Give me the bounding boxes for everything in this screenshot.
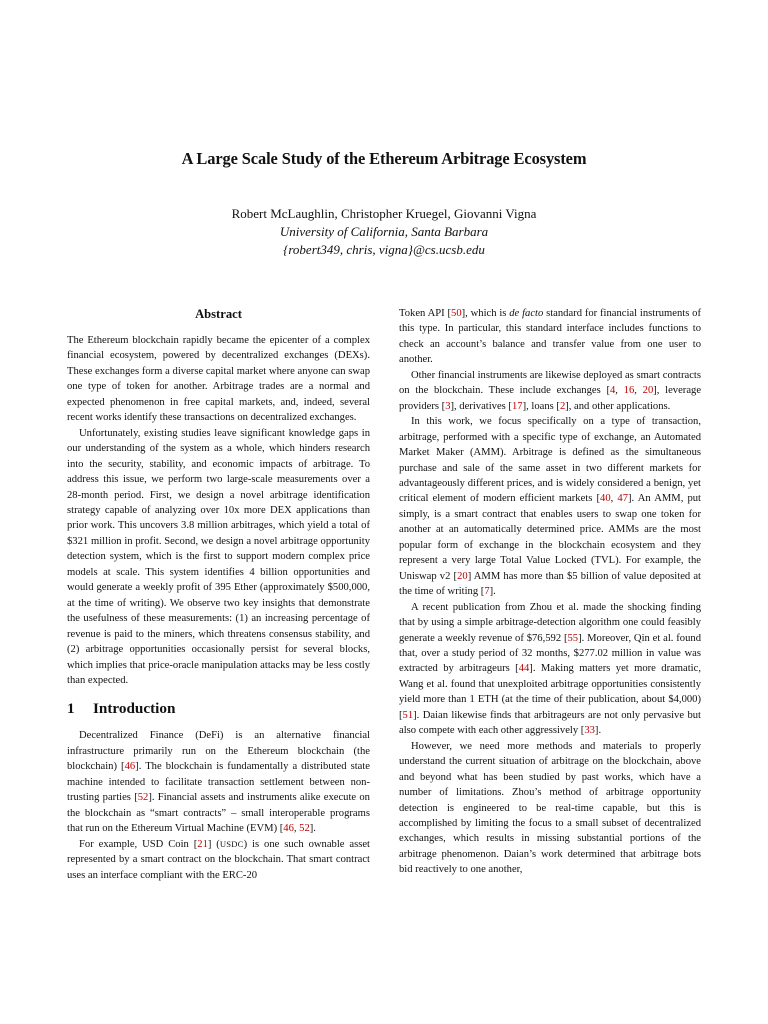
citation-link[interactable]: 16	[623, 385, 635, 397]
right-column	[399, 306, 701, 878]
citation-link[interactable]: 50	[451, 308, 462, 319]
intro-paragraph-1: Decentralized Finance (DeFi) is an alternative financial infrastructure primarily run on the Ethereum blockchain (the blockchain) [46]. The blockchain is fundamentally a distributed state machine intended to facilitate transaction settlement between non-trusting parties [52]. Financial assets and instruments alike execute on the blockchain as “smart contracts” – small interoperable programs that run on the Ethereum Virtual Machine (EVM) [46, 52].	[67, 730, 371, 835]
abstract-paragraph-1: The Ethereum blockchain rapidly became the epicenter of a complex financial ecosystem, powered by decentralized exchanges (DEXs). These exchanges form a diverse capital market where anyone can swap one type of token for another. Arbitrage trades are a normal and expected phenomenon in free capital markets, and, indeed, several recent works identify these transactions on decentralized exchanges.	[67, 335, 370, 424]
abstract-heading: Abstract	[195, 307, 242, 321]
citation-link[interactable]: 46	[283, 823, 294, 835]
citation-link[interactable]: 4	[609, 385, 616, 397]
left-column	[67, 306, 370, 883]
citation-link[interactable]: 55	[567, 632, 579, 644]
section-number: 1	[67, 700, 75, 718]
author-block	[0, 205, 768, 259]
citation-link[interactable]: 52	[299, 823, 310, 835]
citation-link[interactable]: 20	[457, 570, 468, 582]
citation-link[interactable]: 17	[511, 400, 523, 412]
intro-paragraph-2: For example, USD Coin [21] (USDC) is one such ownable asset represented by a smart contract on the blockchain. That smart contract uses an interface compliant with the ERC-20	[67, 838, 370, 881]
citation-link[interactable]: 3	[445, 400, 451, 412]
section-title: Introduction	[93, 700, 176, 718]
citation-link[interactable]: 33	[584, 725, 595, 737]
citation-link[interactable]: 40	[600, 493, 611, 505]
citation-link[interactable]: 52	[137, 792, 149, 804]
citation-link[interactable]: 44	[518, 663, 530, 675]
body-paragraph-3: In this work, we focus specifically on a type of transaction, arbitrage, performed with a specific type of exchange, an Automated Market Maker (AMM). Arbitrage is defined as the simultaneous purchase and sale of the same asset in two different markets for advantageously different prices, and is widely considered a benign, yet critical element of modern efficient markets [40, 47]. An AMM, put simply, is a smart contract that enables users to swap one token for another at an automatically determined price. AMMs are the most popular form of exchange in the blockchain ecosystem and they represent a very large Total Value Locked (TVL). For example, the Uniswap v2 [20] AMM has more than $5 billion of value deposited at the time of writing [7].	[399, 416, 701, 598]
citation-link[interactable]: 7	[484, 586, 490, 598]
body-paragraph-2: Other financial instruments are likewise deployed as smart contracts on the blockchain. These include exchanges [4, 16, 20], leverage providers [3], derivatives [17], loans [2], and other applications.	[399, 369, 702, 412]
section-heading-introduction	[67, 700, 370, 718]
body-paragraph-1: Token API [50], which is de facto standard for financial instruments of this type. In particular, this standard interface includes functions to check an account’s balance and transfer value from one user to another.	[399, 308, 701, 366]
citation-link[interactable]: 46	[124, 761, 136, 773]
citation-link[interactable]: 21	[197, 838, 208, 850]
citation-link[interactable]: 20	[642, 385, 654, 397]
token-symbol: USDC	[219, 838, 244, 849]
body-paragraph-5: However, we need more methods and materials to properly understand the current situation of arbitrage on the blockchain, above and beyond what has been studied by past works, which have a number of limitations. Zhou’s method of arbitrage opportunity detection is engineered to be real-time capable, but this is accomplished by limiting the focus to a small subset of decentralized exchanges, which results in missing substantial portions of the arbitrage phenomenon. Daian’s work determined that arbitrage bots bid reactively to one another,	[399, 740, 701, 876]
body-paragraph-4: A recent publication from Zhou et al. made the shocking finding that by using a simple arbitrage-detection algorithm one could feasibly generate a weekly revenue of $76,592 [55]. Moreover, Qin et al. found that, over a study period of 32 months, $277.02 million in value was extracted by arbitrageurs [44]. Making matters yet more dramatic, Wang et al. found that unexploited arbitrage opportunities consistently yield more than 1 ETH (at the time of their publication, about $4,000) [51]. Daian likewise finds that arbitrageurs are not only pervasive but also compete with each other aggressively [33].	[399, 601, 701, 737]
author-emails: {robert349, chris, vigna}@cs.ucsb.edu	[283, 242, 485, 257]
abstract-paragraph-2: Unfortunately, existing studies leave significant knowledge gaps in our understanding of the system as a whole, which hinders research into the security, stability, and economic impacts of arbitrage. To address this issue, we perform two large-scale measurements over a 28-month period. First, we design a novel arbitrage identification strategy capable of analyzing over 10x more DEX applications than prior work. This uncovers 3.8 million arbitrages, which yield a total of $321 million in profit. Second, we design a novel arbitrage opportunity detection system, which is the first to support modern complex price models at scale. This system identifies 4 billion opportunities and would generate a weekly profit of 395 Ether (approximately $500,000, at the time of writing). We observe two key insights that demonstrate the usefulness of these measurements: (1) an increasing percentage of revenue is paid to the miners, which threatens consensus stability, and (2) arbitrage opportunities occasionally persist for several blocks, which implies that price-oracle manipulation attacks may be less costly than expected.	[67, 427, 370, 686]
citation-link[interactable]: 2	[559, 400, 566, 412]
citation-link[interactable]: 51	[402, 709, 414, 721]
author-names: Robert McLaughlin, Christopher Kruegel, Giovanni Vigna	[231, 206, 537, 221]
paper-title: A Large Scale Study of the Ethereum Arbitrage Ecosystem	[181, 149, 587, 168]
citation-link[interactable]: 47	[617, 493, 628, 505]
affiliation: University of California, Santa Barbara	[279, 224, 489, 239]
